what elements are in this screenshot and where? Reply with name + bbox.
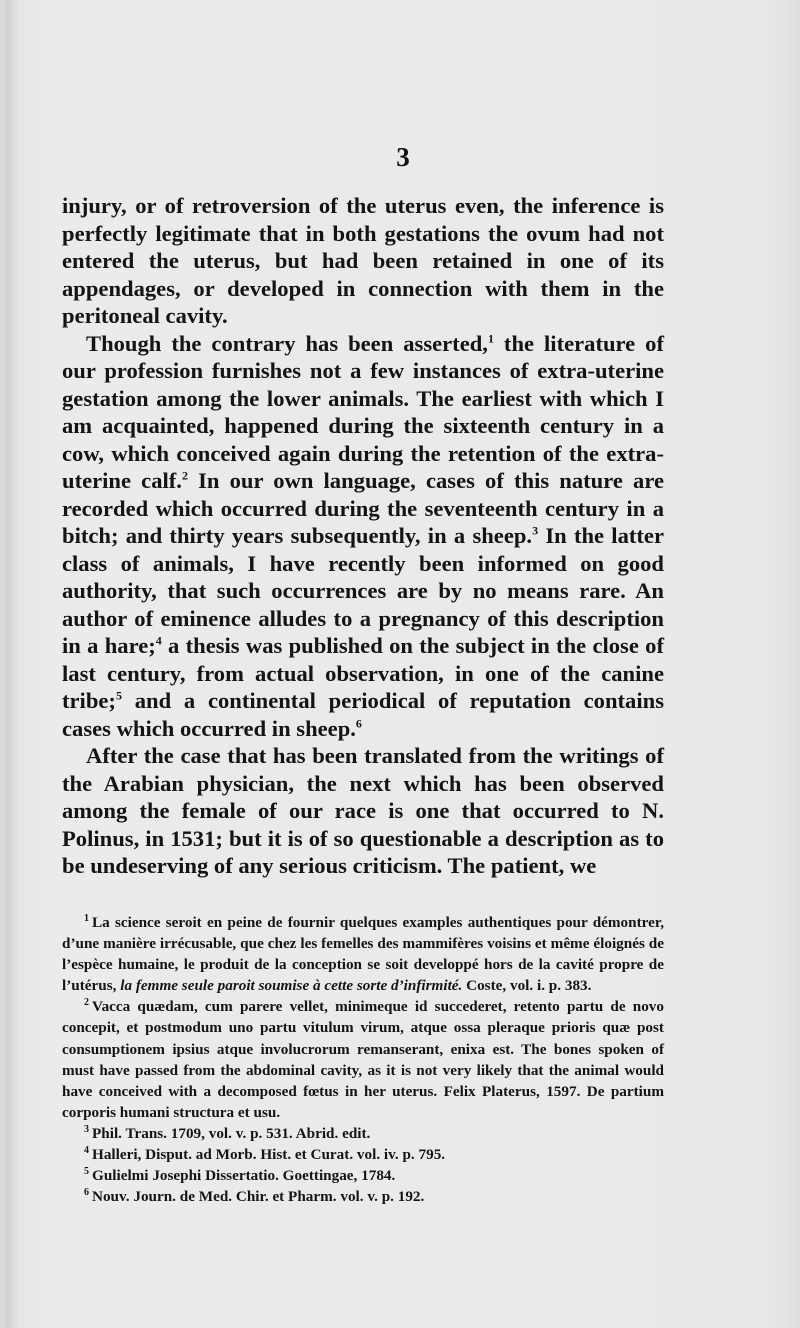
footnote-mark: 4 [84,1144,89,1156]
footnote-mark: 5 [84,1166,89,1178]
paragraph-2-segment: In our own language, cases of this nature are recorded which occurred during the seventeenth century in a bitch; and thirty years subsequently, in a sheep. [62,468,664,548]
page-number: 3 [396,142,410,172]
footnote-mark: 3 [84,1123,89,1135]
paragraph-1-text: injury, or of retroversion of the uterus even, the inference is perfectly legitimate that in both gestations the ovum had not entered the uterus, but had been retained in one of its appendages, or developed in connection with them in the peritoneal cavity. [62,193,664,328]
paragraph-2-segment: the literature of our profession furnishes not a few instances of extra-uterine gestation among the lower animals. The earliest with which I am acquainted, happened during the sixteenth century in a cow, which conceived again during the retention of the extra-uterine calf. [62,330,664,493]
footnote-3 [62,1123,664,1144]
footnote-ref[interactable]: 2 [181,468,188,483]
footnote-text: Halleri, Disput. ad Morb. Hist. et Curat. vol. iv. p. 795. [92,1146,446,1164]
footnote-text: Gulielmi Josephi Dissertatio. Goettingae, 1784. [92,1167,396,1185]
footnote-italic-text: la femme seule paroit soumise à cette sorte d’infirmité. [120,977,463,995]
footnote-ref[interactable]: 1 [487,330,494,345]
paragraph-2-segment: In the latter class of animals, I have recently been informed on good authority, that such occurrences are by no means rare. An author of eminence alludes to a pregnancy of this description in a hare; [62,523,664,658]
paragraph-2 [62,330,664,743]
footnote-5 [62,1165,664,1186]
paragraph-3 [62,742,664,880]
footnote-mark: 6 [84,1187,89,1199]
footnote-text: Vacca quædam, cum parere vellet, minimeque id succederet, retento partu de novo concepit, et postmodum uno partu vitulum virum, atque ossa pleraque prioris quæ post consumptionem ipsius atque involucrorum remanserant, enixa est. The bones spoken of must have passed from the abdominal cavity, as it is not very likely that the animal would have conceived with a decomposed fœtus in her uterus. Felix Platerus, 1597. De partium corporis humani structura et usu. [62,998,664,1121]
footnote-ref[interactable]: 5 [115,688,122,703]
paragraph-3-text: After the case that has been translated from the writings of the Arabian physician, the next which has been observed among the female of our race is one that occurred to N. Polinus, in 1531; but it is of so questionable a description as to be undeserving of any serious criticism. The patient, we [62,743,664,878]
footnotes [62,912,664,1207]
footnote-mark: 2 [84,997,89,1009]
footnote-1 [62,912,664,996]
body-text [62,192,664,880]
footnote-6 [62,1186,664,1207]
footnote-ref[interactable]: 6 [355,715,362,730]
footnote-ref[interactable]: 3 [532,523,539,538]
footnote-mark: 1 [84,912,89,924]
paragraph-2-segment: a thesis was published on the subject in the close of last century, from actual observation, in one of the canine tribe; [62,633,664,713]
footnote-text: Phil. Trans. 1709, vol. v. p. 531. Abrid. edit. [92,1124,371,1142]
paragraph-2-segment: Though the contrary has been asserted, [86,330,488,356]
footnote-text: La science seroit en peine de fournir quelques examples authentiques pour démontrer, d’une manière irrécusable, que chez les femelles des mammifères voisins et même éloignés de l’espèce humaine, le produit de la conception se soit developpé hors de la cavité propre de l’utérus, [62,914,664,995]
footnote-ref[interactable]: 4 [155,633,162,648]
footnote-4 [62,1144,664,1165]
footnote-2 [62,996,664,1123]
book-page [6,0,800,1328]
footnote-citation: Coste, vol. i. p. 383. [466,977,592,995]
footnote-text: Nouv. Journ. de Med. Chir. et Pharm. vol. v. p. 192. [92,1188,425,1206]
paragraph-1 [62,192,664,330]
paragraph-2-segment: and a continental periodical of reputation contains cases which occurred in sheep. [62,688,664,741]
